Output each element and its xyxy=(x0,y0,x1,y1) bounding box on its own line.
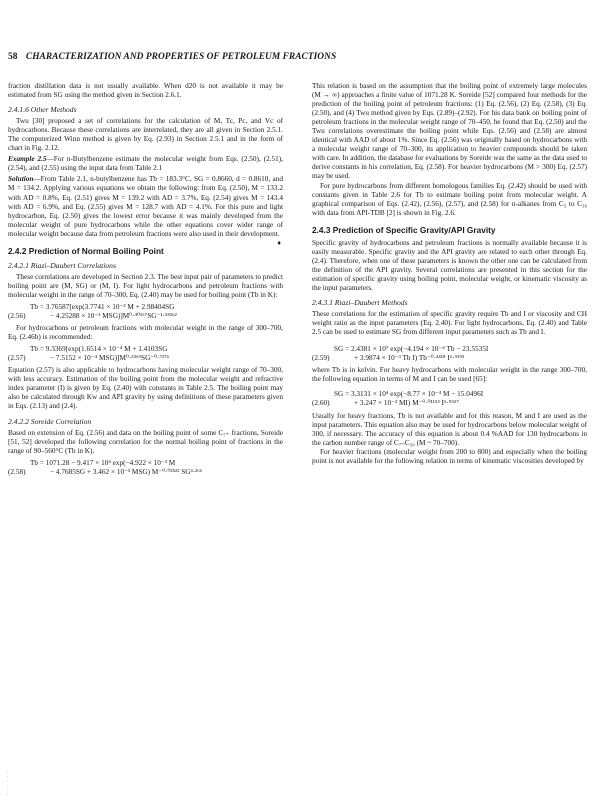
heading-soreide: 2.4.2.2 Soreide Correlation xyxy=(8,416,92,426)
equation-2-58 xyxy=(8,459,283,477)
right-column xyxy=(312,82,587,466)
paragraph-heavier: For hydrocarbons or petroleum fractions with molecular weight in the range of 300–700, Eq. (2.46b) is recommended: xyxy=(8,324,283,342)
paragraph-riazi: These correlations are developed in Section 2.3. The best input pair of parameters to predict boiling point are (M, SG) or (M, I). For light hydrocarbons and petroleum fractions with molecular weight in the range of 70–300, Eq. (2.40) may be used for boiling point (Tb in K): xyxy=(8,272,283,299)
example-block xyxy=(8,155,283,173)
paragraph-heavy-fractions: Usually for heavy fractions, Tb is not available and for this reason, M and I are used as the input parameters. This equation also may be used for hydrocarbons below molecular weight of 300, if necessary. The accuracy of this equation is about 0.4 %AAD for 130 hydrocarbons in the carbon number range of C₇–C₅₀ (M ~ 70–700). xyxy=(312,411,587,447)
equation-line: − 7.5152 × 10⁻⁴ MSG)]M⁰·⁵³⁶⁹SG⁻⁰·⁷²⁷⁶ xyxy=(50,354,170,363)
equation-line: Tb = 3.76587[exp(3.7741 × 10⁻³ M + 2.98404SG xyxy=(30,302,175,311)
equation-line: + 3.9874 × 10⁻³ Tb I) Tb⁻⁰·³⁴¹⁸ I⁶·⁹¹⁹⁵ xyxy=(354,354,465,363)
example-text: —For n-Butylbenzene estimate the molecular weight from Eqs. (2.50), (2.51), (2.54), and (2.55) using the input data from Table 2.1 xyxy=(8,155,283,173)
paragraph-riazi-methods: These correlations for the estimation of specific gravity require Tb and I or viscosity and CH weight ratio as the input parameters (Eq. 2.40). For light hydrocarbons, Eq. (2.40) and Table 2.5 can be used to estimate SG from different input parameters such as Tb and I. xyxy=(312,310,587,337)
equation-number: (2.57) xyxy=(8,354,26,363)
solution-text: —From Table 2.1, n-butylbenzene has Tb = 183.3°C, SG = 0.8660, d = 0.8610, and M = 134.2. Applying various equations we obtain the following: from Eq. (2.50), M = 133.2 with AD = 0.8%, Eq. (2.51) gives M = 139.2 with AD = 3.7%, Eq. (2.54) gives M = 143.4 with AD = 6.9%, and Eq. (2.55) gives M = 128.7 with AD = 4.1%. For this pure and light hydrocarbon, Eq. (2.50) gives the lowest error because it was mainly developed from the molecular weight of pure hydrocarbons while the other equations cover wider range of molecular weight because data from petroleum fractions were also used in their development. xyxy=(8,175,283,238)
paragraph-intro: fraction distillation data is not usually available. When d20 is not available it may be estimated from SG using the method given in Section 2.6.1. xyxy=(8,82,283,100)
paragraph-soreide: Based on extension of Eq. (2.56) and data on the boiling point of some C₇₊ fractions, Soreide [51, 52] developed the following correlation for the normal boiling point of fractions in the range of 90–560°C (Tb in K). xyxy=(8,428,283,455)
equation-line: − 4.7685SG + 3.462 × 10⁻³ MSG) M⁻⁰·⁰³⁵²² SG³·²⁶⁶ xyxy=(50,467,203,476)
paragraph-heavier-fractions: For heavier fractions (molecular weight from 200 to 800) and especially when the boiling point is not available for the following relation in terms of kinematic viscosities developed by xyxy=(312,447,587,465)
heading-riazi-daubert: 2.4.2.1 Riazi–Daubert Correlations xyxy=(8,260,116,270)
running-header xyxy=(8,52,336,62)
paragraph-twu: Twu [30] proposed a set of correlations for the calculation of M, Tc, Pc, and Vc of hydrocarbons. Because these correlations are interrelated, they are all given in Section 2.5.1. The computerized Winn method is given by Eq. (2.93) in Section 2.5.1 and in the form of chart in Fig. 2.12. xyxy=(8,117,283,153)
paragraph-pure-hydrocarbons: For pure hydrocarbons from different homologous families Eq. (2.42) should be used with constants given in Table 2.6 for Tb to estimate boiling point from molecular weight. A graphical comparison of Eqs. (2.42), (2.56), (2.57), and (2.58) for n-alkanes from C₅ to C₃₆ with data from API-TDB [2] is shown in Fig. 2.6. xyxy=(312,181,587,217)
page-number: 58 xyxy=(8,52,18,62)
margin-dots: · · · · · · xyxy=(7,770,9,798)
heading-specific-gravity: 2.4.3 Prediction of Specific Gravity/API Gravity xyxy=(312,224,496,235)
end-of-example-mark: ♦ xyxy=(277,238,281,247)
equation-line: − 4.25288 × 10⁻³ MSG)]M⁰·⁴⁰¹⁶⁷SG⁻¹·⁵⁸²⁶² xyxy=(50,312,177,321)
example-label: Example 2.5 xyxy=(8,155,47,164)
equation-line: Tb = 1071.28 − 9.417 × 10⁴ exp(−4.922 × 10⁻³ M xyxy=(30,458,176,467)
equation-line: + 3.247 × 10⁻³ MI) M⁻⁰·⁰¹¹⁵³ I⁶·⁹⁵⁵⁷ xyxy=(354,399,459,408)
heading-other-methods: 2.4.1.6 Other Methods xyxy=(8,105,77,115)
equation-number: (2.58) xyxy=(8,467,26,476)
paragraph-eq257: Equation (2.57) is also applicable to hydrocarbons having molecular weight range of 70–300, with less accuracy. Estimation of the boiling point from the molecular weight and refractive index parameter (I) is given by Eq. (2.40) with constants in Table 2.5. The boiling point may also be calculated through Kw and API gravity by using definitions of these parameters given in Eqs. (2.13) and (2.4). xyxy=(8,366,283,411)
equation-line: SG = 3.3131 × 10⁴ exp(−8.77 × 10⁻⁴ M − 15.0496I xyxy=(334,390,484,399)
equation-number: (2.56) xyxy=(8,312,26,321)
equation-number: (2.59) xyxy=(312,354,330,363)
heading-riazi-daubert-methods: 2.4.3.1 Riazi–Daubert Methods xyxy=(312,298,408,308)
heading-normal-boiling-point: 2.4.2 Prediction of Normal Boiling Point xyxy=(8,245,164,256)
equation-2-60 xyxy=(312,390,587,408)
solution-label: Solution xyxy=(8,175,34,184)
equation-2-59 xyxy=(312,345,587,363)
equation-line: Tb = 9.3369[exp(1.6514 × 10⁻⁴ M + 1.4103SG xyxy=(30,345,168,354)
running-title: CHARACTERIZATION AND PROPERTIES OF PETROLEUM FRACTIONS xyxy=(25,52,337,62)
paragraph-tb-kelvin: where Tb is in kelvin. For heavy hydrocarbons with molecular weight in the range 300–700, the following equation in terms of M and I can be used [65]: xyxy=(312,366,587,384)
paragraph-specific-gravity: Specific gravity of hydrocarbons and petroleum fractions is normally available because it is easily measurable. Specific gravity and the API gravity are related to each other through Eq. (2.4). Therefore, when one of these parameters is known the other one can be calculated from the definition of the API gravity. Several correlations are presented in this section for the estimation of specific gravity using boiling point, molecular weight, or kinematic viscosity as the input parameters. xyxy=(312,238,587,292)
solution-block xyxy=(8,175,283,247)
equation-number: (2.60) xyxy=(312,399,330,408)
equation-line: SG = 2.4381 × 10⁷ exp(−4.194 × 10⁻⁴ Tb − 23.5535I xyxy=(334,345,489,354)
equation-2-57 xyxy=(8,345,283,363)
equation-2-56 xyxy=(8,303,283,321)
left-column xyxy=(8,82,283,480)
paragraph-soreide-continued: This relation is based on the assumption that the boiling point of extremely large molecules (M → ∞) approaches a finite value of 1071.28 K. Soreide [52] compared four methods for the prediction of the boiling point of petroleum fractions: (1) Eq. (2.56), (2) Eq. (2.58), (3) Eq. (2.50), and (4) Twu method given by Eqs. (2.89)–(2.92). For his data bank on boiling point of petroleum fractions in the molecular weight range of 70–450, he found that Eq. (2.50) and the Twu correlations overestimate the boiling point while Eqs. (2.56) and (2.58) are almost identical with AAD of about 1%. Since Eq. (2.56) was originally based on hydrocarbons with a molecular weight range of 70–300, its application to heavier compounds should be taken with care. In addition, the database for evaluations by Soreide was the same as the data used to derive constants in his correlation, Eq. (2.58). For heavier hydrocarbons (M > 300) Eq. (2.57) may be used. xyxy=(312,82,587,181)
